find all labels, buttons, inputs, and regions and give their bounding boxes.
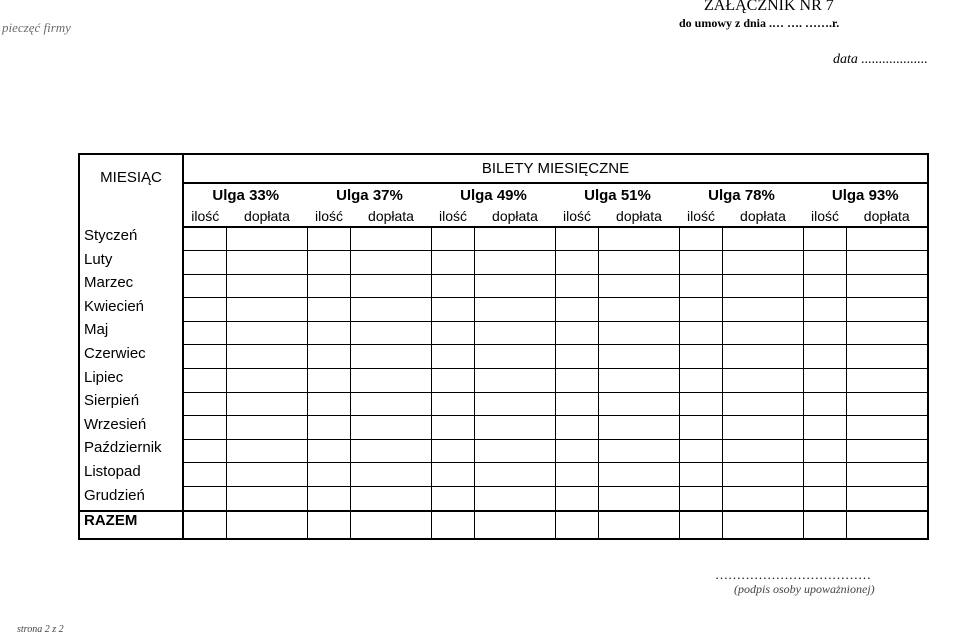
surcharge-cell[interactable] (723, 227, 804, 251)
quantity-cell[interactable] (432, 439, 475, 463)
surcharge-cell[interactable] (599, 251, 680, 275)
total-quantity-cell[interactable] (183, 511, 227, 539)
quantity-cell[interactable] (432, 463, 475, 487)
surcharge-cell[interactable] (599, 298, 680, 322)
quantity-cell[interactable] (183, 298, 227, 322)
month-label: Sierpień (79, 392, 183, 416)
quantity-cell[interactable] (804, 439, 847, 463)
quantity-cell[interactable] (556, 251, 599, 275)
quantity-cell[interactable] (308, 439, 351, 463)
surcharge-cell[interactable] (599, 416, 680, 440)
surcharge-cell[interactable] (475, 392, 556, 416)
quantity-cell[interactable] (804, 321, 847, 345)
quantity-cell[interactable] (308, 416, 351, 440)
quantity-cell[interactable] (183, 392, 227, 416)
surcharge-cell[interactable] (723, 298, 804, 322)
surcharge-cell[interactable] (723, 463, 804, 487)
surcharge-cell[interactable] (847, 345, 929, 369)
surcharge-cell[interactable] (227, 298, 308, 322)
quantity-cell[interactable] (432, 227, 475, 251)
surcharge-subheader: dopłata (475, 206, 556, 227)
surcharge-cell[interactable] (475, 369, 556, 393)
surcharge-cell[interactable] (599, 227, 680, 251)
month-label: Maj (79, 321, 183, 345)
surcharge-cell[interactable] (227, 227, 308, 251)
surcharge-cell[interactable] (227, 321, 308, 345)
total-surcharge-cell[interactable] (599, 511, 680, 539)
quantity-cell[interactable] (432, 416, 475, 440)
quantity-cell[interactable] (308, 345, 351, 369)
surcharge-cell[interactable] (723, 392, 804, 416)
total-quantity-cell[interactable] (680, 511, 723, 539)
quantity-cell[interactable] (308, 321, 351, 345)
surcharge-cell[interactable] (847, 392, 929, 416)
surcharge-cell[interactable] (351, 416, 432, 440)
quantity-cell[interactable] (556, 274, 599, 298)
surcharge-cell[interactable] (847, 369, 929, 393)
surcharge-cell[interactable] (723, 439, 804, 463)
surcharge-subheader: dopłata (351, 206, 432, 227)
quantity-cell[interactable] (183, 274, 227, 298)
quantity-cell[interactable] (556, 463, 599, 487)
discount-header: Ulga 37% (336, 186, 403, 204)
quantity-cell[interactable] (308, 298, 351, 322)
quantity-cell[interactable] (556, 392, 599, 416)
quantity-cell[interactable] (308, 463, 351, 487)
surcharge-cell[interactable] (351, 345, 432, 369)
month-label: Wrzesień (79, 416, 183, 440)
table-row (79, 463, 928, 487)
quantity-subheader: ilość (308, 206, 351, 227)
surcharge-cell[interactable] (475, 463, 556, 487)
discount-header: Ulga 93% (831, 186, 899, 204)
surcharge-cell[interactable] (227, 487, 308, 512)
surcharge-cell[interactable] (351, 463, 432, 487)
surcharge-cell[interactable] (475, 321, 556, 345)
surcharge-cell[interactable] (351, 487, 432, 512)
surcharge-cell[interactable] (227, 416, 308, 440)
surcharge-cell[interactable] (847, 487, 929, 512)
surcharge-cell[interactable] (847, 274, 929, 298)
surcharge-cell[interactable] (227, 463, 308, 487)
surcharge-cell[interactable] (475, 298, 556, 322)
surcharge-cell[interactable] (475, 345, 556, 369)
discount-header: Ulga 33% (212, 186, 280, 204)
quantity-cell[interactable] (183, 463, 227, 487)
quantity-cell[interactable] (308, 274, 351, 298)
surcharge-cell[interactable] (723, 345, 804, 369)
table-row (79, 416, 928, 440)
table-row (79, 369, 928, 393)
quantity-subheader: ilość (183, 206, 227, 227)
total-quantity-cell[interactable] (308, 511, 351, 539)
month-label: Styczeń (79, 227, 183, 251)
table-row (79, 392, 928, 416)
company-stamp-label: pieczęć firmy (2, 20, 71, 35)
surcharge-cell[interactable] (599, 487, 680, 512)
table-row (79, 345, 928, 369)
surcharge-cell[interactable] (847, 298, 929, 322)
quantity-cell[interactable] (556, 321, 599, 345)
attachment-title: ZAŁĄCZNIK NR 7 (704, 0, 834, 14)
total-surcharge-cell[interactable] (723, 511, 804, 539)
monthly-tickets-table (78, 153, 929, 540)
surcharge-cell[interactable] (351, 227, 432, 251)
surcharge-subheader: dopłata (847, 206, 929, 227)
total-quantity-cell[interactable] (432, 511, 475, 539)
surcharge-cell[interactable] (847, 463, 929, 487)
page-number: strona 2 z 2 (17, 624, 64, 635)
surcharge-cell[interactable] (599, 274, 680, 298)
quantity-cell[interactable] (308, 227, 351, 251)
date-line: data ................... (833, 52, 928, 67)
surcharge-cell[interactable] (847, 251, 929, 275)
quantity-cell[interactable] (680, 227, 723, 251)
total-surcharge-cell[interactable] (847, 511, 929, 539)
quantity-cell[interactable] (804, 274, 847, 298)
surcharge-cell[interactable] (475, 487, 556, 512)
group-header: BILETY MIESIĘCZNE (183, 154, 928, 183)
quantity-cell[interactable] (183, 345, 227, 369)
surcharge-cell[interactable] (723, 369, 804, 393)
quantity-cell[interactable] (556, 439, 599, 463)
surcharge-cell[interactable] (351, 298, 432, 322)
surcharge-cell[interactable] (723, 274, 804, 298)
quantity-subheader: ilość (680, 206, 723, 227)
quantity-cell[interactable] (183, 227, 227, 251)
quantity-cell[interactable] (556, 298, 599, 322)
quantity-cell[interactable] (308, 487, 351, 512)
surcharge-cell[interactable] (351, 251, 432, 275)
surcharge-cell[interactable] (723, 321, 804, 345)
quantity-cell[interactable] (432, 274, 475, 298)
surcharge-cell[interactable] (475, 227, 556, 251)
surcharge-cell[interactable] (599, 321, 680, 345)
quantity-cell[interactable] (680, 274, 723, 298)
quantity-cell[interactable] (432, 345, 475, 369)
quantity-cell[interactable] (432, 298, 475, 322)
quantity-cell[interactable] (432, 251, 475, 275)
surcharge-cell[interactable] (599, 369, 680, 393)
surcharge-cell[interactable] (847, 416, 929, 440)
surcharge-cell[interactable] (599, 345, 680, 369)
surcharge-cell[interactable] (351, 274, 432, 298)
quantity-cell[interactable] (804, 227, 847, 251)
quantity-cell[interactable] (804, 392, 847, 416)
month-label: Kwiecień (79, 298, 183, 322)
surcharge-cell[interactable] (351, 321, 432, 345)
quantity-cell[interactable] (680, 392, 723, 416)
quantity-cell[interactable] (680, 416, 723, 440)
quantity-cell[interactable] (308, 369, 351, 393)
month-column-header (79, 154, 183, 227)
quantity-cell[interactable] (556, 369, 599, 393)
total-quantity-cell[interactable] (556, 511, 599, 539)
month-label: Listopad (79, 463, 183, 487)
quantity-cell[interactable] (680, 369, 723, 393)
total-surcharge-cell[interactable] (351, 511, 432, 539)
total-surcharge-cell[interactable] (475, 511, 556, 539)
quantity-cell[interactable] (183, 487, 227, 512)
quantity-cell[interactable] (432, 321, 475, 345)
month-label: Październik (79, 439, 183, 463)
quantity-cell[interactable] (680, 463, 723, 487)
total-surcharge-cell[interactable] (227, 511, 308, 539)
quantity-cell[interactable] (804, 345, 847, 369)
total-row (79, 511, 928, 539)
surcharge-cell[interactable] (227, 439, 308, 463)
quantity-cell[interactable] (432, 487, 475, 512)
quantity-cell[interactable] (680, 439, 723, 463)
quantity-cell[interactable] (680, 321, 723, 345)
table-row (79, 321, 928, 345)
quantity-cell[interactable] (804, 487, 847, 512)
discount-header: Ulga 51% (584, 186, 651, 204)
surcharge-cell[interactable] (847, 227, 929, 251)
surcharge-subheader: dopłata (723, 206, 804, 227)
surcharge-cell[interactable] (847, 439, 929, 463)
table-row (79, 439, 928, 463)
quantity-cell[interactable] (556, 487, 599, 512)
quantity-subheader: ilość (432, 206, 475, 227)
surcharge-cell[interactable] (351, 439, 432, 463)
quantity-cell[interactable] (680, 298, 723, 322)
month-label: Lipiec (79, 369, 183, 393)
signature-caption: (podpis osoby upoważnionej) (734, 582, 875, 596)
surcharge-cell[interactable] (227, 369, 308, 393)
quantity-subheader: ilość (556, 206, 599, 227)
surcharge-cell[interactable] (227, 274, 308, 298)
quantity-cell[interactable] (804, 463, 847, 487)
surcharge-subheader: dopłata (599, 206, 680, 227)
quantity-cell[interactable] (308, 392, 351, 416)
quantity-subheader: ilość (804, 206, 847, 227)
surcharge-cell[interactable] (599, 463, 680, 487)
contract-reference: do umowy z dnia .… …. …….r. (679, 16, 840, 30)
surcharge-cell[interactable] (599, 439, 680, 463)
surcharge-cell[interactable] (475, 274, 556, 298)
surcharge-cell[interactable] (723, 251, 804, 275)
quantity-cell[interactable] (804, 251, 847, 275)
quantity-cell[interactable] (183, 321, 227, 345)
surcharge-cell[interactable] (351, 369, 432, 393)
quantity-cell[interactable] (680, 487, 723, 512)
surcharge-cell[interactable] (475, 416, 556, 440)
surcharge-cell[interactable] (351, 392, 432, 416)
quantity-cell[interactable] (183, 439, 227, 463)
quantity-cell[interactable] (680, 251, 723, 275)
surcharge-cell[interactable] (227, 392, 308, 416)
quantity-cell[interactable] (183, 416, 227, 440)
surcharge-cell[interactable] (723, 487, 804, 512)
quantity-cell[interactable] (432, 392, 475, 416)
surcharge-cell[interactable] (475, 439, 556, 463)
total-label: RAZEM (79, 511, 183, 539)
surcharge-cell[interactable] (475, 251, 556, 275)
signature-line: ……………………………… (715, 567, 871, 582)
table-row (79, 298, 928, 322)
quantity-cell[interactable] (556, 227, 599, 251)
quantity-cell[interactable] (680, 345, 723, 369)
quantity-cell[interactable] (804, 369, 847, 393)
quantity-cell[interactable] (556, 416, 599, 440)
quantity-cell[interactable] (308, 251, 351, 275)
quantity-cell[interactable] (432, 369, 475, 393)
discount-header: Ulga 78% (708, 186, 775, 204)
month-label: Czerwiec (79, 345, 183, 369)
month-label: Marzec (79, 274, 183, 298)
quantity-cell[interactable] (804, 416, 847, 440)
quantity-cell[interactable] (556, 345, 599, 369)
quantity-cell[interactable] (804, 298, 847, 322)
quantity-cell[interactable] (183, 369, 227, 393)
discount-header: Ulga 49% (460, 186, 527, 204)
table-row (79, 274, 928, 298)
total-quantity-cell[interactable] (804, 511, 847, 539)
month-label: Grudzień (79, 487, 183, 512)
surcharge-cell[interactable] (227, 251, 308, 275)
table-row (79, 227, 928, 251)
surcharge-subheader: dopłata (227, 206, 308, 227)
surcharge-cell[interactable] (227, 345, 308, 369)
month-header-text: MIESIĄC (100, 169, 162, 186)
surcharge-cell[interactable] (599, 392, 680, 416)
table-row (79, 487, 928, 512)
surcharge-cell[interactable] (847, 321, 929, 345)
surcharge-cell[interactable] (723, 416, 804, 440)
quantity-cell[interactable] (183, 251, 227, 275)
table-row (79, 251, 928, 275)
month-label: Luty (79, 251, 183, 275)
